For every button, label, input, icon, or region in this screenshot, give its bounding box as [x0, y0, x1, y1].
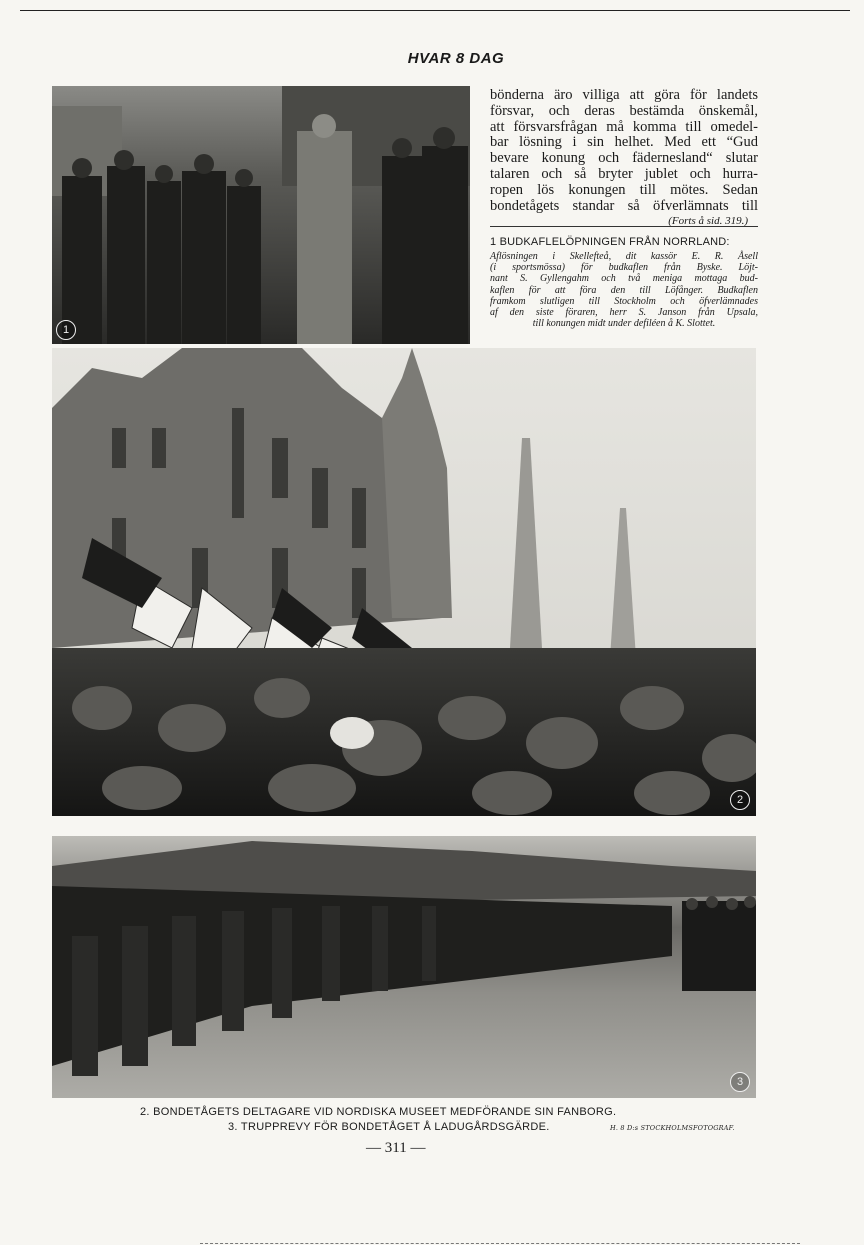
photo-budkafle-runners [52, 86, 470, 344]
article-line: bar lösning i sin helhet. Med ett “Gud [490, 134, 758, 151]
caption2: 2. BONDETÅGETS DELTAGARE VID NORDISKA MUSEET MEDFÖRANDE SIN FANBORG. [140, 1106, 617, 1118]
caption1-line: kaflen för att föra den till Löfånger. Budkaflen [490, 284, 758, 296]
article-line: ropen lös konungen till mötes. Sedan [490, 181, 758, 198]
page-number: — 311 — [366, 1140, 426, 1156]
article-line: att försvarsfrågan må komma till omedel- [490, 118, 758, 135]
photo-number-badge: 2 [730, 790, 750, 810]
article-line: bondetågets standar så öfverlämnats till [490, 197, 758, 214]
caption1-line: af den siste föraren, herr S. Janson från Upsala, [490, 307, 758, 319]
running-header: HVAR 8 DAG [407, 50, 505, 67]
caption1-body [490, 251, 758, 329]
top-rule [20, 10, 850, 11]
photo-troop-review [52, 836, 756, 1098]
caption3: 3. TRUPPREVY FÖR BONDETÅGET Å LADUGÅRDSGÄRDE. [228, 1121, 550, 1133]
caption1-line: nant S. Gyllengahm och två meniga mottaga bud- [490, 273, 758, 285]
article-line: försvar, och deras bestämda önskemål, [490, 102, 758, 119]
photo-number-badge: 1 [56, 320, 76, 340]
caption1-title: 1 BUDKAFLELÖPNINGEN FRÅN NORRLAND: [490, 236, 730, 248]
photo-nordiska-museet-crowd [52, 348, 756, 816]
caption1-line: framkom slutligen till Stockholm och öfverlämnades [490, 295, 758, 307]
article-line: bevare konung och fädernesland“ slutar [490, 150, 758, 167]
caption1-line: (i sportsmössa) för budkaflen från Byske. Löjt- [490, 262, 758, 274]
caption1-line: till konungen midt under defiléen å K. Slottet. [532, 318, 716, 330]
article-text [490, 88, 758, 228]
continuation-note: (Forts å sid. 319.) [668, 215, 748, 228]
bottom-rule [200, 1243, 800, 1244]
article-line: bönderna äro villiga att göra för landets [490, 87, 758, 103]
photo-number-badge: 3 [730, 1072, 750, 1092]
caption1-line: Aflösningen i Skellefteå, dit kassör E. R. Åsell [490, 251, 758, 262]
photo-credit: H. 8 D:s STOCKHOLMSFOTOGRAF. [610, 1124, 735, 1132]
article-line: talaren och så bryter jublet och hurra- [490, 165, 758, 182]
caption-divider [490, 226, 758, 227]
